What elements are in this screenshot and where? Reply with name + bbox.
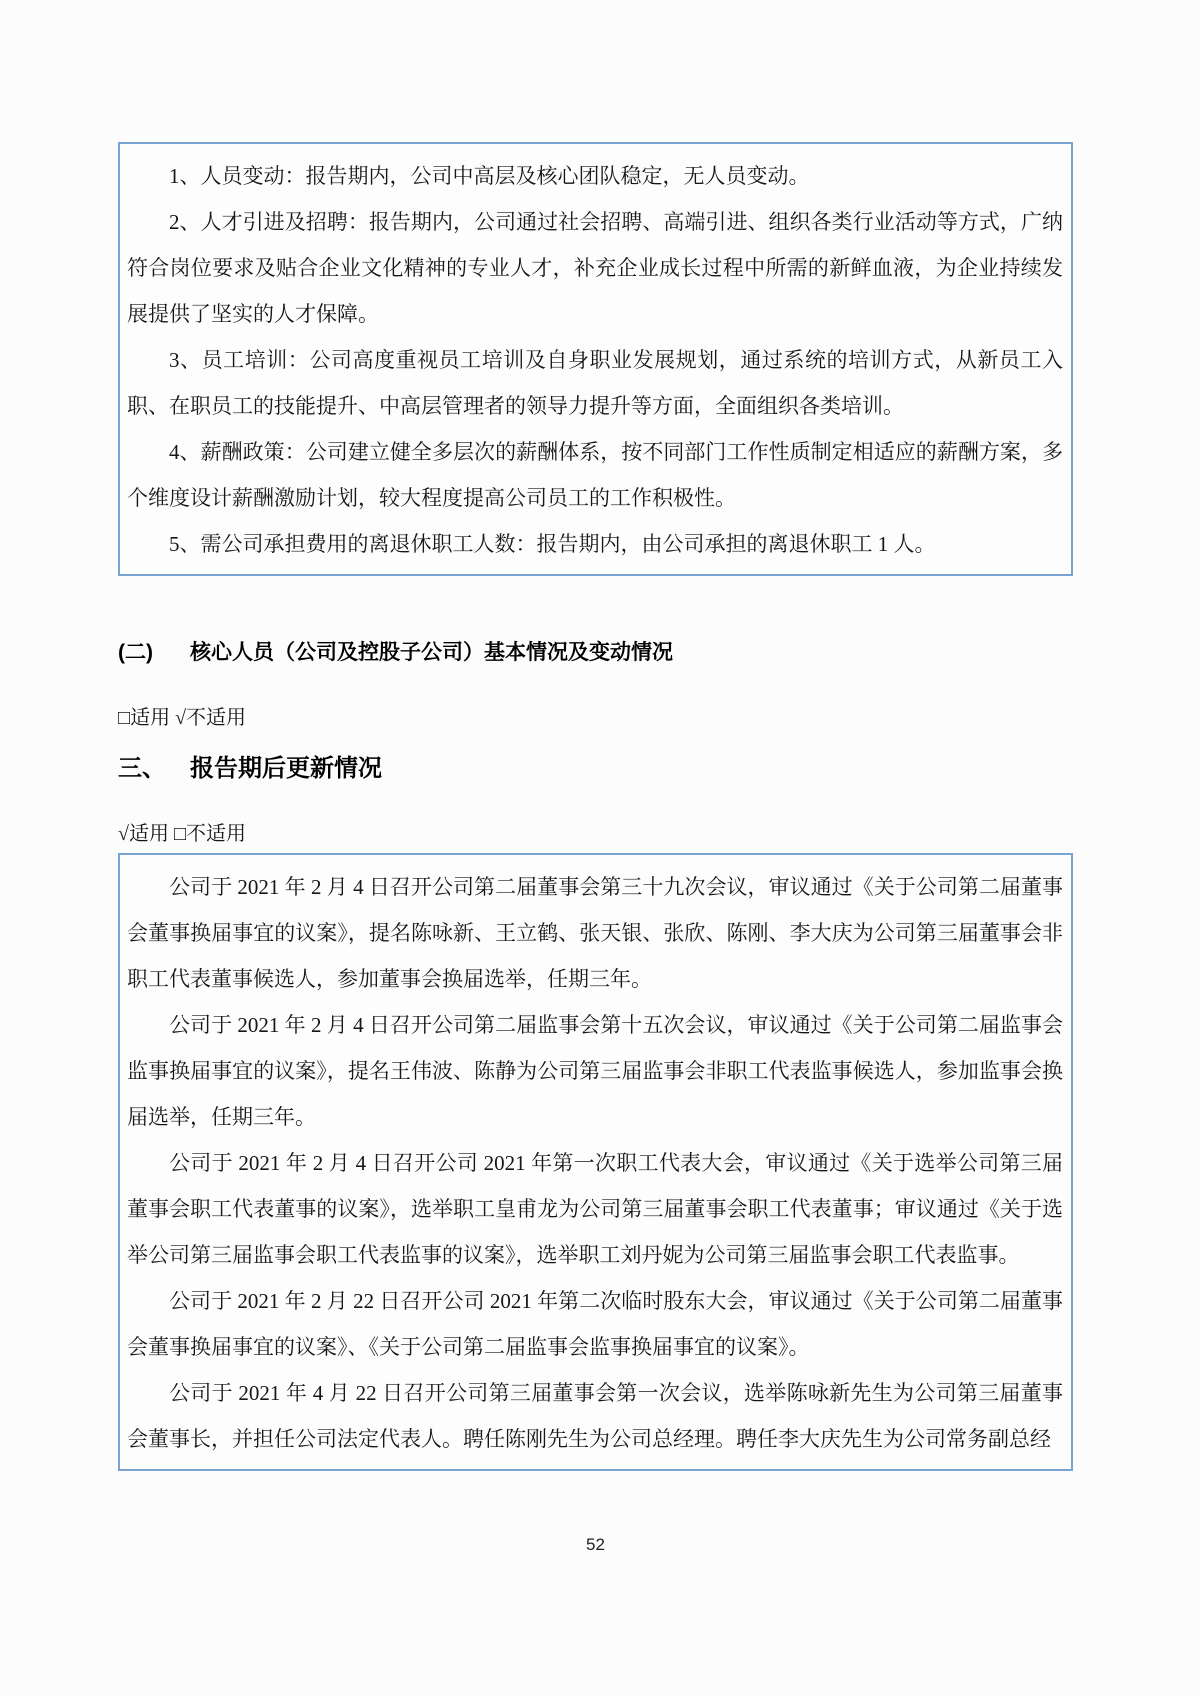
report-paragraph: 2、人才引进及招聘：报告期内，公司通过社会招聘、高端引进、组织各类行业活动等方式，广纳符合岗位要求及贴合企业文化精神的专业人才，补充企业成长过程中所需的新鲜血液，为企业持续发展提供了坚实的人才保障。 (127, 210, 1063, 326)
report-paragraph: 公司于 2021 年 2 月 4 日召开公司 2021 年第一次职工代表大会，审议通过《关于选举公司第三届董事会职工代表董事的议案》，选举职工皇甫龙为公司第三届董事会职工代表董事；审议通过《关于选举公司第三届监事会职工代表监事的议案》，选举职工刘丹妮为公司第三届监事会职工代表监事。 (127, 1151, 1063, 1267)
page-number: 52 (586, 1535, 605, 1554)
applicability-line-post-period: √适用 □不适用 (118, 823, 247, 845)
report-paragraph: 4、薪酬政策：公司建立健全多层次的薪酬体系，按不同部门工作性质制定相适应的薪酬方案，多个维度设计薪酬激励计划，较大程度提高公司员工的工作积极性。 (127, 440, 1063, 510)
report-paragraph: 1、人员变动：报告期内，公司中高层及核心团队稳定，无人员变动。 (169, 164, 810, 188)
section-number: 三、 (118, 755, 166, 782)
report-paragraph: 3、员工培训：公司高度重视员工培训及自身职业发展规划，通过系统的培训方式，从新员工入职、在职员工的技能提升、中高层管理者的领导力提升等方面，全面组织各类培训。 (127, 348, 1063, 418)
applicability-line-core-personnel: □适用 √不适用 (118, 707, 247, 729)
section-heading-core-personnel (118, 640, 1073, 666)
report-paragraph: 5、需公司承担费用的离退休职工人数：报告期内，由公司承担的离退休职工 1 人。 (169, 532, 936, 556)
section-number: (二) (118, 641, 153, 664)
report-paragraph: 公司于 2021 年 4 月 22 日召开公司第三届董事会第一次会议，选举陈咏新先生为公司第三届董事会董事长，并担任公司法定代表人。聘任陈刚先生为公司总经理。聘任李大庆先生为公司常务副总经 (127, 1381, 1063, 1451)
report-paragraph: 公司于 2021 年 2 月 4 日召开公司第二届监事会第十五次会议，审议通过《关于公司第二届监事会监事换届事宜的议案》，提名王伟波、陈静为公司第三届监事会非职工代表监事候选人，参加监事会换届选举，任期三年。 (127, 1013, 1063, 1129)
report-paragraph: 公司于 2021 年 2 月 4 日召开公司第二届董事会第三十九次会议，审议通过《关于公司第二届董事会董事换届事宜的议案》，提名陈咏新、王立鹤、张天银、张欣、陈刚、李大庆为公司第三届董事会非职工代表董事候选人，参加董事会换届选举，任期三年。 (127, 875, 1063, 991)
section-title: 报告期后更新情况 (190, 755, 382, 782)
report-paragraph: 公司于 2021 年 2 月 22 日召开公司 2021 年第二次临时股东大会，审议通过《关于公司第二届董事会董事换届事宜的议案》、《关于公司第二届监事会监事换届事宜的议案》。 (127, 1289, 1063, 1359)
section-title: 核心人员（公司及控股子公司）基本情况及变动情况 (190, 641, 673, 664)
section-heading-post-period (118, 754, 1073, 784)
hr-info-box (118, 142, 1073, 576)
post-period-update-box (118, 853, 1073, 1471)
